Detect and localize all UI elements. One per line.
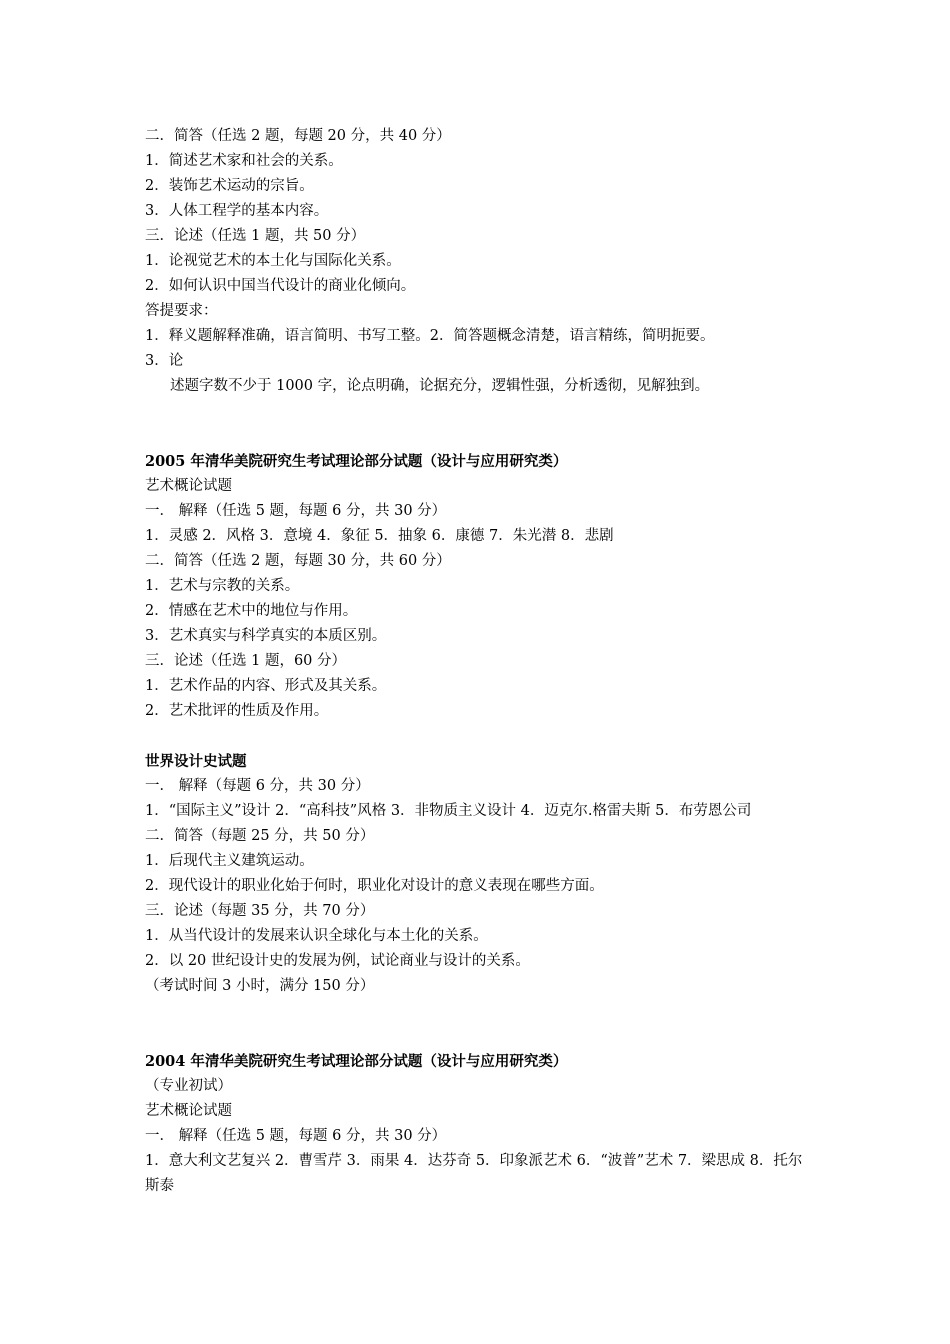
text-line: 2．艺术批评的性质及作用。 xyxy=(145,703,329,719)
text-line: 二．简答（每题 25 分，共 50 分） xyxy=(145,828,375,844)
text-line: 一． 解释（任选 5 题，每题 6 分，共 30 分） xyxy=(145,1128,447,1144)
text-line: 一． 解释（任选 5 题，每题 6 分，共 30 分） xyxy=(145,503,447,519)
spacer xyxy=(145,999,835,1049)
document-body xyxy=(145,124,835,1199)
text-line: 1．艺术与宗教的关系。 xyxy=(145,578,300,594)
text-line: 1．简述艺术家和社会的关系。 xyxy=(145,153,343,169)
spacer xyxy=(145,399,835,449)
section-heading: 2004 年清华美院研究生考试理论部分试题（设计与应用研究类） xyxy=(145,1053,568,1070)
text-line: 1．论视觉艺术的本土化与国际化关系。 xyxy=(145,253,401,269)
text-line: 2．如何认识中国当代设计的商业化倾向。 xyxy=(145,278,416,294)
text-line: 1．后现代主义建筑运动。 xyxy=(145,853,314,869)
text-line: 1．灵感 2．风格 3．意境 4．象征 5．抽象 6．康德 7．朱光潜 8．悲剧 xyxy=(145,528,614,544)
text-line: 2．以 20 世纪设计史的发展为例，试论商业与设计的关系。 xyxy=(145,953,530,969)
section-3 xyxy=(145,749,835,999)
text-line: 1．释义题解释准确，语言简明、书写工整。2．简答题概念清楚，语言精练，简明扼要。 xyxy=(145,328,715,344)
text-line: 3．论 xyxy=(145,353,184,369)
text-line: 艺术概论试题 xyxy=(145,1103,232,1119)
text-line-wrapped: 1．“国际主义”设计 2．“高科技”风格 3．非物质主义设计 4．迈克尔.格雷夫斯 5．布劳恩公司 xyxy=(145,803,752,819)
text-line: 1．从当代设计的发展来认识全球化与本土化的关系。 xyxy=(145,928,488,944)
spacer xyxy=(145,724,835,749)
section-1 xyxy=(145,124,835,399)
text-line: 三．论述（任选 1 题，60 分） xyxy=(145,653,347,669)
section-heading: 世界设计史试题 xyxy=(145,753,247,770)
text-line-indented: 述题字数不少于 1000 字，论点明确，论据充分，逻辑性强，分析透彻，见解独到。 xyxy=(170,378,710,394)
text-line: 1．艺术作品的内容、形式及其关系。 xyxy=(145,678,387,694)
text-line: 二．简答（任选 2 题，每题 30 分，共 60 分） xyxy=(145,553,451,569)
text-line: 三．论述（任选 1 题，共 50 分） xyxy=(145,228,366,244)
text-line: 一． 解释（每题 6 分，共 30 分） xyxy=(145,778,370,794)
text-line: 艺术概论试题 xyxy=(145,478,232,494)
text-line: （考试时间 3 小时，满分 150 分） xyxy=(145,978,375,994)
text-line: 答提要求： xyxy=(145,303,218,319)
text-line: 2．现代设计的职业化始于何时，职业化对设计的意义表现在哪些方面。 xyxy=(145,878,604,894)
section-2 xyxy=(145,449,835,724)
text-line: 三．论述（每题 35 分，共 70 分） xyxy=(145,903,375,919)
section-heading: 2005 年清华美院研究生考试理论部分试题（设计与应用研究类） xyxy=(145,453,568,470)
section-4 xyxy=(145,1049,835,1199)
text-line: 2．装饰艺术运动的宗旨。 xyxy=(145,178,314,194)
text-line: 2．情感在艺术中的地位与作用。 xyxy=(145,603,358,619)
text-line-wrapped: 1．意大利文艺复兴 2．曹雪芹 3．雨果 4．达芬奇 5．印象派艺术 6．“波普”艺术 7．梁思成 8．托尔斯泰 xyxy=(145,1153,803,1194)
text-line: 二．简答（任选 2 题，每题 20 分，共 40 分） xyxy=(145,128,451,144)
text-line: 3．人体工程学的基本内容。 xyxy=(145,203,329,219)
text-line: 3．艺术真实与科学真实的本质区别。 xyxy=(145,628,387,644)
text-line: （专业初试） xyxy=(145,1078,232,1094)
